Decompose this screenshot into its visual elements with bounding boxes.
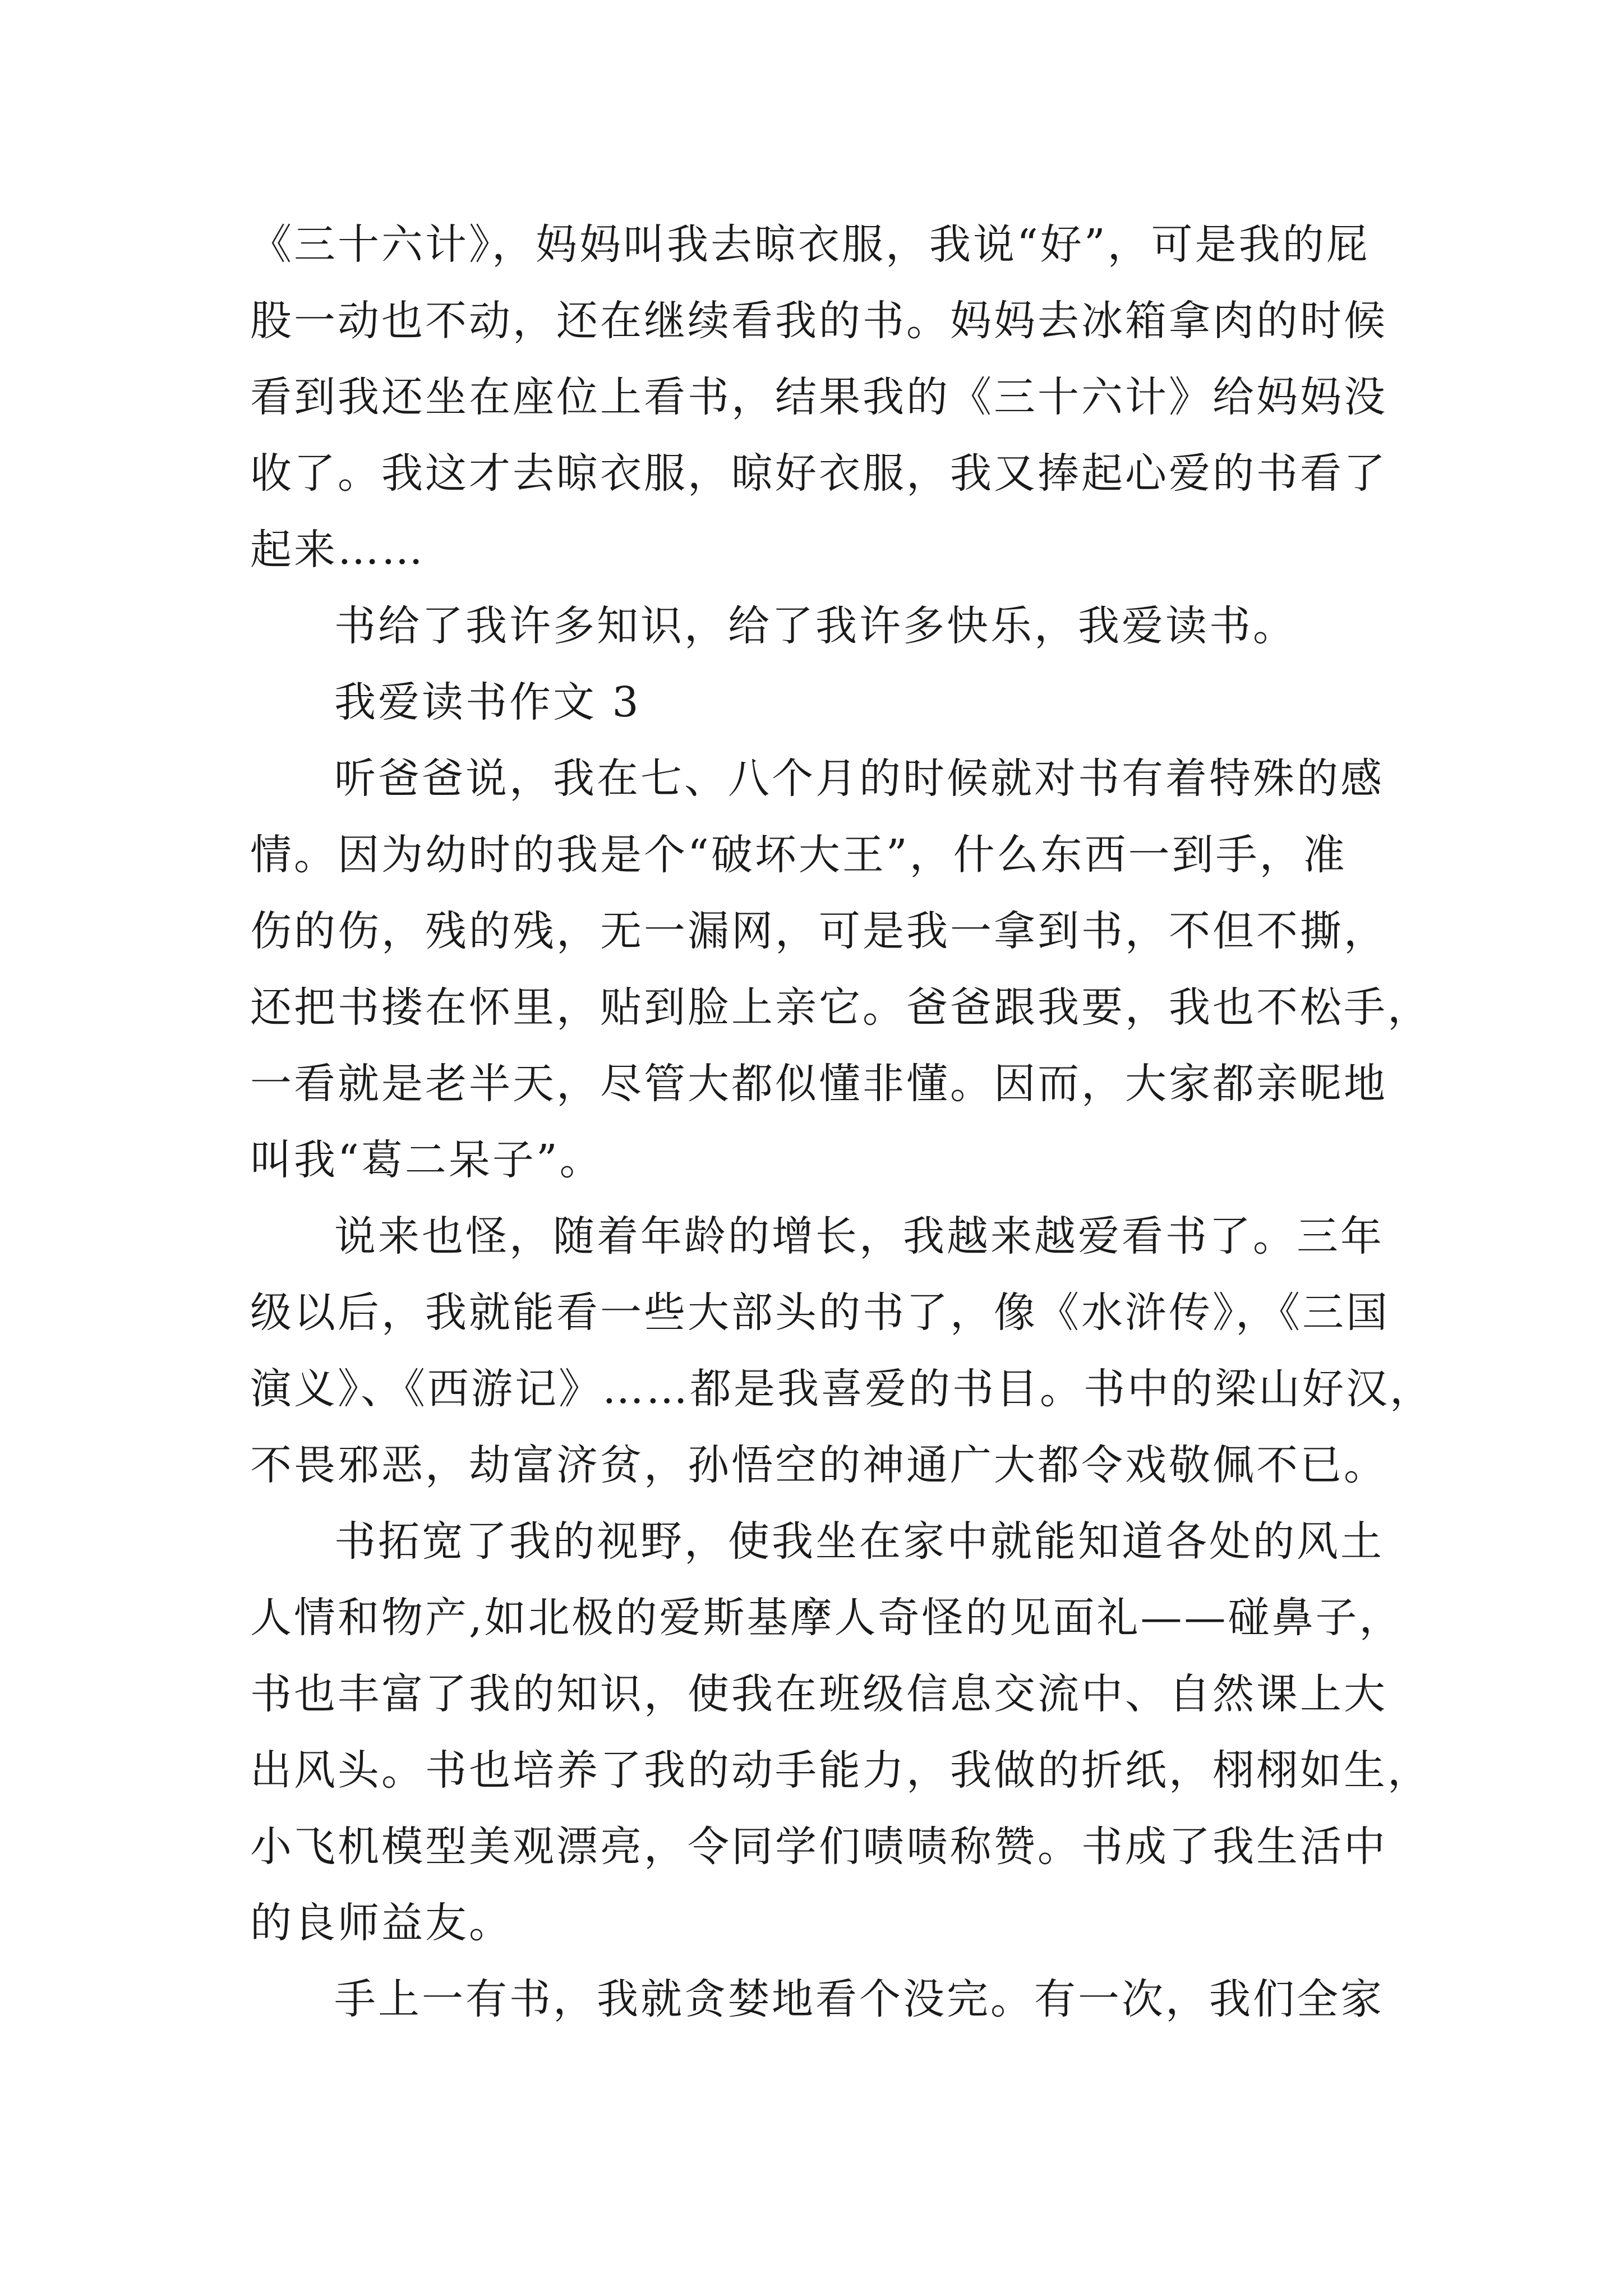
text-line: 情。因为幼时的我是个“破坏大王”，什么东西一到手，准 <box>250 831 1347 879</box>
text-line: 不畏邪恶，劫富济贫，孙悟空的神通广大都令戏敬佩不已。 <box>250 1441 1387 1489</box>
text-line: 股一动也不动，还在继续看我的书。妈妈去冰箱拿肉的时候 <box>250 297 1387 345</box>
text-line: 起来…… <box>250 526 425 574</box>
essay-body <box>250 206 1433 2037</box>
paragraph-first-line: 说来也怪，随着年龄的增长，我越来越爱看书了。三年 <box>334 1212 1384 1260</box>
text-line: 一看就是老半天，尽管大都似懂非懂。因而，大家都亲昵地 <box>250 1060 1387 1108</box>
text-line: 收了。我这才去晾衣服，晾好衣服，我又捧起心爱的书看了 <box>250 449 1387 498</box>
paragraph-first-line: 书拓宽了我的视野，使我坐在家中就能知道各处的风土 <box>334 1517 1384 1566</box>
text-line: 级以后，我就能看一些大部头的书了，像《水浒传》，《三国 <box>250 1289 1390 1337</box>
text-line: 叫我“葛二呆子”。 <box>250 1136 603 1184</box>
text-line: 看到我还坐在座位上看书，结果我的《三十六计》给妈妈没 <box>250 373 1387 421</box>
text-line: 的良师益友。 <box>250 1899 513 1947</box>
paragraph-first-line: 书给了我许多知识，给了我许多快乐，我爱读书。 <box>334 602 1297 650</box>
text-line: 伤的伤，残的残，无一漏网，可是我一拿到书，不但不撕， <box>250 907 1387 955</box>
text-line: 小飞机模型美观漂亮，令同学们啧啧称赞。书成了我生活中 <box>250 1823 1387 1871</box>
paragraph-first-line: 听爸爸说，我在七、八个月的时候就对书有着特殊的感 <box>334 754 1384 803</box>
paragraph-first-line: 手上一有书，我就贪婪地看个没完。有一次，我们全家 <box>334 1975 1384 2023</box>
paragraph-first-line: 我爱读书作文 3 <box>334 678 641 726</box>
text-line: 人情和物产,如北极的爱斯基摩人奇怪的见面礼——碰鼻子， <box>250 1594 1403 1642</box>
text-line: 《三十六计》，妈妈叫我去晾衣服，我说“好”，可是我的屁 <box>250 220 1370 269</box>
text-line: 出风头。书也培养了我的动手能力，我做的折纸，栩栩如生， <box>250 1746 1431 1795</box>
text-line: 书也丰富了我的知识，使我在班级信息交流中、自然课上大 <box>250 1670 1387 1718</box>
text-line: 还把书搂在怀里，贴到脸上亲它。爸爸跟我要，我也不松手， <box>250 983 1431 1032</box>
text-line: 演义》、《西游记》……都是我喜爱的书目。书中的梁山好汉， <box>250 1365 1433 1413</box>
